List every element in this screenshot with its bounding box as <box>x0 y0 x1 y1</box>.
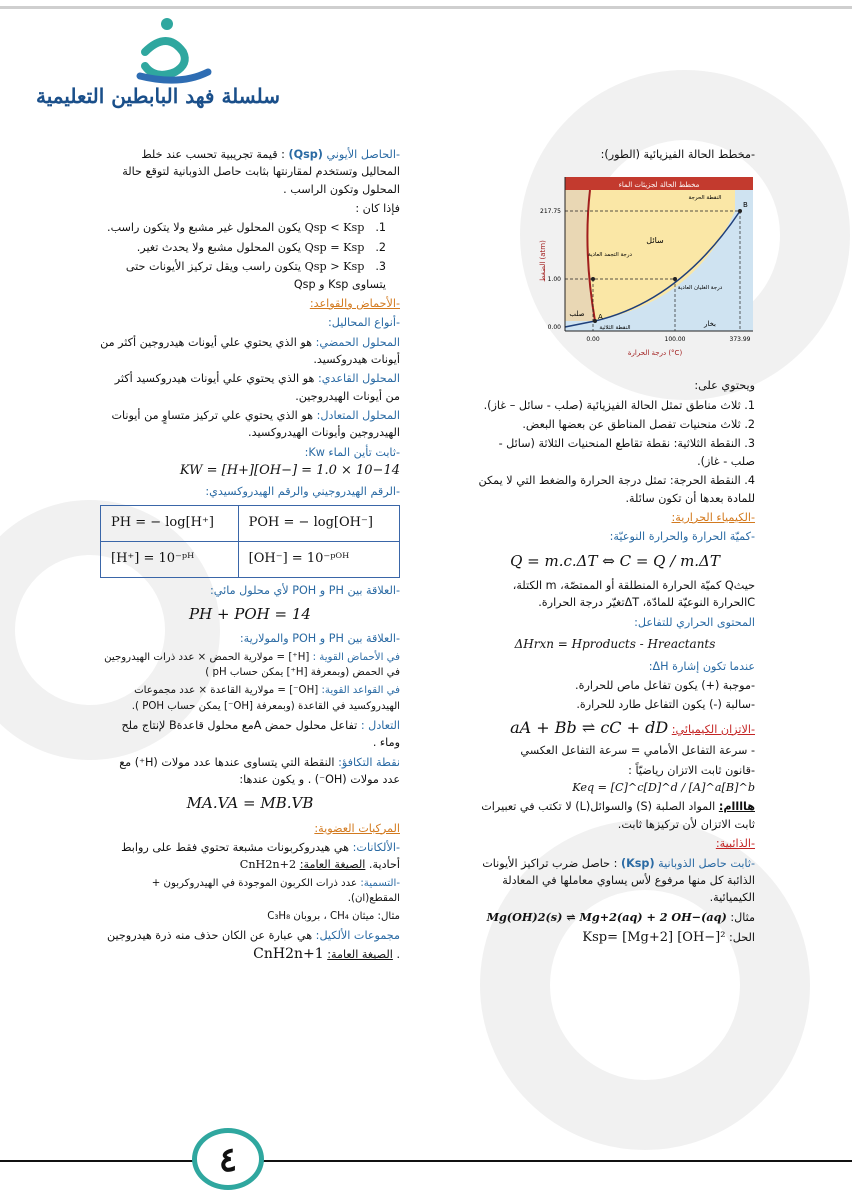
y-tick-label: 217.75 <box>540 208 561 216</box>
case-1 <box>100 219 400 236</box>
solution-line <box>475 928 755 948</box>
series-title: سلسلة فهد البابطين التعليمية <box>35 84 281 108</box>
enthalpy-equation: ΔHrxn = Hproducts - Hreactants <box>514 636 716 651</box>
alkyl <box>100 927 400 966</box>
annotation-label: النقطة الحرجة <box>688 195 722 202</box>
sign-heading: عندما تكون إشارة ΔH: <box>648 659 755 673</box>
strong-base-text: [OH⁻] = مولارية القاعدة × عدد مجموعات الهيدروكسيد في القاعدة (وبمعرفة [OH⁻] يمكن حساب POH ). <box>131 685 400 713</box>
phase-heading: -مخطط الحالة الفيزيائية (الطور): <box>600 148 755 161</box>
keq-label: -قانون ثابت الاتزان رياضيّاً : <box>628 763 755 777</box>
basic-solution <box>100 370 400 405</box>
alkyl-formula-label: الصيغة العامة: <box>327 948 393 962</box>
heat-heading: -كميّة الحرارة والحرارة النوعيّة: <box>609 530 755 544</box>
y-tick-label: 0.00 <box>547 324 561 332</box>
important-text: المواد الصلبة (S) والسوائل(L) لا تكتب في تعبيرات ثابت الاتزان لأن تركيزها ثابت. <box>481 800 755 831</box>
x-axis-label: درجة الحرارة (°C) <box>627 349 683 358</box>
strong-acid-label: في الأحماض القوية : <box>312 651 400 663</box>
relation-equation: PH + POH = 14 <box>189 604 311 623</box>
alkanes-text: هي هيدروكربونات مشبعة تحتوي فقط على روابط أحادية. <box>121 840 400 872</box>
neutralization-text: تفاعل محلول حمض Aمع محلول قاعدةB لإنتاج ملح وماء . <box>121 718 400 750</box>
equivalence-text: النقطة التي يتساوى عندها عدد مولات (H⁺) مع عدد مولات (OH⁻) . و يكون عندها: <box>119 755 400 786</box>
bottom-rule <box>0 1160 852 1162</box>
case-expr: Qsp > Ksp <box>304 260 365 274</box>
important-note <box>475 798 755 833</box>
basic-text: هو الذي يحتوي علي أيونات هيدروكسيد أكثر من أيونات الهيدروجين. <box>114 372 400 403</box>
qsp-definition: -الحاصل الأيوني (Qsp) : قيمة تجريبية تحسب عند خلط المحاليل وتستخدم لمقارنتها بثابت حاصل الذوبانية لتوقع حالة المحلول وتكون الراسب . <box>122 148 400 196</box>
neutral-solution <box>100 407 400 442</box>
naming-text: عدد ذرات الكربون الموجودة في الهيدروكربون + المقطع(ان). <box>151 877 400 905</box>
ksp-heading: -ثابت حاصل الذوبانية <box>658 856 755 870</box>
acidic-text: هو الذي يحتوي علي أيونات هيدروجين أكثر من أيونات هيدروكسيد. <box>100 335 400 366</box>
neutral-label: المحلول المتعادل: <box>316 409 400 423</box>
freezing-point-marker <box>591 277 595 281</box>
table-cell: POH = − log[OH⁻] <box>238 505 399 541</box>
x-tick-label: 373.99 <box>729 336 751 344</box>
alkane-formula: CnH2n+2 <box>239 858 297 872</box>
solution-label: الحل: <box>729 930 755 944</box>
eq-rates: - سرعة التفاعل الأمامي = سرعة التفاعل العكسي <box>520 744 755 758</box>
alkanes <box>100 839 400 874</box>
x-tick-label: 100.00 <box>664 336 686 344</box>
equilibrium-equation: aA + Bb ⇌ cC + dD <box>510 717 669 737</box>
acidic-label: المحلول الحمضي: <box>315 335 400 349</box>
enthalpy-heading: المحتوى الحراري للتفاعل: <box>634 615 755 629</box>
positive-sign: -موجبة (+) يكون تفاعل ماص للحرارة. <box>575 678 755 692</box>
list-item: 1. ثلاث مناطق تمثل الحالة الفيزيائية (صلب - سائل – غاز). <box>483 398 755 412</box>
qsp-symbol: (Qsp) <box>288 148 323 161</box>
naming-example: مثال: ميثان CH₄ ، بروبان C₃H₈ <box>267 911 400 923</box>
case-text: يتكون راسب ويقل تركيز الأيونات حتى يتساوى Ksp و Qsp <box>125 260 386 291</box>
point-label: A <box>598 313 603 322</box>
negative-sign: -سالبة (-) يكون التفاعل طارد للحرارة. <box>576 698 755 712</box>
equilibrium-heading: -الاتزان الكيميائي: <box>671 722 755 736</box>
if-was: فإذا كان : <box>355 202 400 216</box>
neutral-text: هو الذي يحتوي علي تركيز متساوٍ من أيونات الهيدروجين وأيونات الهيدروكسيد. <box>111 409 400 440</box>
alkyl-text: هي عبارة عن الكان حذف منه ذرة هيدروجين . <box>106 929 400 962</box>
table-cell: PH = − log[H⁺] <box>101 505 239 541</box>
phase-diagram <box>505 171 755 371</box>
keq-line <box>475 762 755 797</box>
x-tick-label: 0.00 <box>586 336 600 344</box>
table-row <box>101 541 400 577</box>
neutralization <box>100 717 400 752</box>
table-cell: [H⁺] = 10⁻ᵖᴴ <box>101 541 239 577</box>
qsp-def-text: قيمة تجريبية تحسب عند خلط المحاليل وتستخدم لمقارنتها بثابت حاصل الذوبانية لتوقع حالة المحلول وتكون الراسب . <box>122 148 400 196</box>
acidic-solution <box>100 334 400 369</box>
list-item: 4. النقطة الحرجة: تمثل درجة الحرارة والضغط التي لا يمكن للمادة بعدها أن تكون سائلة. <box>478 474 755 505</box>
chart-title: مخطط الحالة لجزيئات الماء <box>618 181 700 190</box>
strong-acid-text: [H⁺] = مولارية الحمض × عدد ذرات الهيدروجين في الحمض (وبمعرفة [H⁺] يمكن حساب pH ) <box>104 651 400 679</box>
case-text: يكون المحلول غير مشبع ولا يتكون راسب. <box>107 221 302 235</box>
annotation-label: درجة الغليان العادية <box>677 285 723 292</box>
acids-heading: -الأحماض والقواعد: <box>309 296 400 310</box>
case-text: يكون المحلول مشبع ولا يحدث تغير. <box>136 240 302 254</box>
kw-equation: KW = [H+][OH−] = 1.0 × 10−14 <box>179 463 400 479</box>
list-item: 2. ثلاث منحنيات تفصل المناطق عن بعضها البعض. <box>522 418 755 432</box>
case-expr: Qsp = Ksp <box>304 240 365 254</box>
strong-base <box>100 683 400 715</box>
molarity-heading: -العلاقة بين PH و POH والمولارية: <box>239 632 400 646</box>
critical-point-marker <box>738 209 742 213</box>
triple-point-marker <box>593 319 597 323</box>
ph-heading: -الرقم الهيدروجيني والرقم الهيدروكسيدي: <box>205 485 400 499</box>
naming-label: -التسمية: <box>360 877 400 889</box>
heat-description: حيثQ كميّة الحرارة المنطلقة أو الممتصّة، m الكتلة، Cالحرارة النوعيّة للمادّة، ΔTتغيّر درجة الحرارة. <box>512 578 755 610</box>
alkyl-formula: CnH2n+1 <box>253 946 324 963</box>
strong-acid <box>100 650 400 682</box>
example-label: مثال: <box>730 910 755 924</box>
equivalence-equation: MA.VA = MB.VB <box>186 794 314 813</box>
case-2 <box>100 239 400 256</box>
kw-line <box>100 444 400 482</box>
region-label: بخار <box>704 320 716 329</box>
relation-heading: -العلاقة بين PH و POH لأي محلول مائي: <box>210 583 400 597</box>
heat-equation: Q = m.c.ΔT ⇔ C = Q / m.ΔT <box>510 551 720 570</box>
strong-base-label: في القواعد القوية: <box>321 685 400 697</box>
case-expr: Qsp < Ksp <box>304 221 365 235</box>
equivalence <box>100 754 400 789</box>
ph-table <box>100 505 400 578</box>
neutralization-label: التعادل : <box>360 718 400 732</box>
equilibrium-line <box>475 716 755 741</box>
point-label: B <box>743 201 748 210</box>
y-axis-label: الضغط (atm) <box>539 240 547 283</box>
thermo-heading: -الكيمياء الحرارية: <box>671 510 755 524</box>
region-label: صلب <box>569 310 585 319</box>
equivalence-label: نقطة التكافؤ: <box>338 755 400 769</box>
qsp-heading: -الحاصل الأيوني <box>326 148 400 161</box>
table-row <box>101 505 400 541</box>
y-tick-label: 1.00 <box>547 276 561 284</box>
page-number: ٤ <box>192 1128 264 1190</box>
list-item: 3. النقطة الثلاثية: نقطة تقاطع المنحنيات الثلاثة (سائل - صلب - غاز). <box>498 437 755 468</box>
solution-equation: Ksp= [Mg+2] [OH−]² <box>582 929 726 945</box>
region-label: سائل <box>646 236 664 246</box>
organic-heading: المركبات العضوية: <box>314 821 400 835</box>
example-equation: Mg(OH)2(s) ⇌ Mg+2(aq) + 2 OH−(aq) <box>486 909 727 924</box>
phase-diagram-svg <box>505 171 755 371</box>
alkyl-label: مجموعات الألكيل: <box>315 929 400 943</box>
naming <box>100 876 400 908</box>
ksp-def-text: حاصل ضرب تراكيز الأيونات الذائبة كل منها مرفوع لأس يساوي معاملها في المعادلة الكيميائية. <box>482 856 755 905</box>
general-formula-label: الصيغة العامة: <box>299 858 366 872</box>
keq-equation: Keq = [C]^c[D]^d / [A]^a[B]^b <box>572 781 755 795</box>
basic-label: المحلول القاعدي: <box>317 372 400 386</box>
kw-label: -ثابت تأين الماء Kw: <box>304 445 400 459</box>
ksp-definition: -ثابت حاصل الذوبانية (Ksp) : حاصل ضرب تراكيز الأيونات الذائبة كل منها مرفوع لأس يساوي معاملها في المعادلة الكيميائية. <box>482 856 755 905</box>
ksp-symbol: (Ksp) <box>620 856 655 870</box>
left-column <box>100 146 400 968</box>
top-rule <box>0 6 852 9</box>
case-number: 1. <box>375 221 386 235</box>
solubility-heading: -الذائبية: <box>715 837 755 851</box>
case-number: 2. <box>375 240 386 254</box>
boiling-point-marker <box>673 277 677 281</box>
annotation-label: درجة التجمد العادية <box>588 252 632 259</box>
case-number: 3. <box>375 260 386 274</box>
right-column <box>475 146 755 950</box>
case-3 <box>100 258 400 293</box>
important-label: هاااام: <box>718 800 755 814</box>
solutions-types: -أنواع المحاليل: <box>327 316 400 330</box>
example-line <box>475 909 755 926</box>
alkanes-label: -الألكانات: <box>352 840 400 854</box>
contains-label: ويحتوي على: <box>694 379 755 393</box>
table-cell: [OH⁻] = 10⁻ᵖᴼᴴ <box>238 541 399 577</box>
annotation-label: النقطة الثلاثية <box>599 325 631 332</box>
